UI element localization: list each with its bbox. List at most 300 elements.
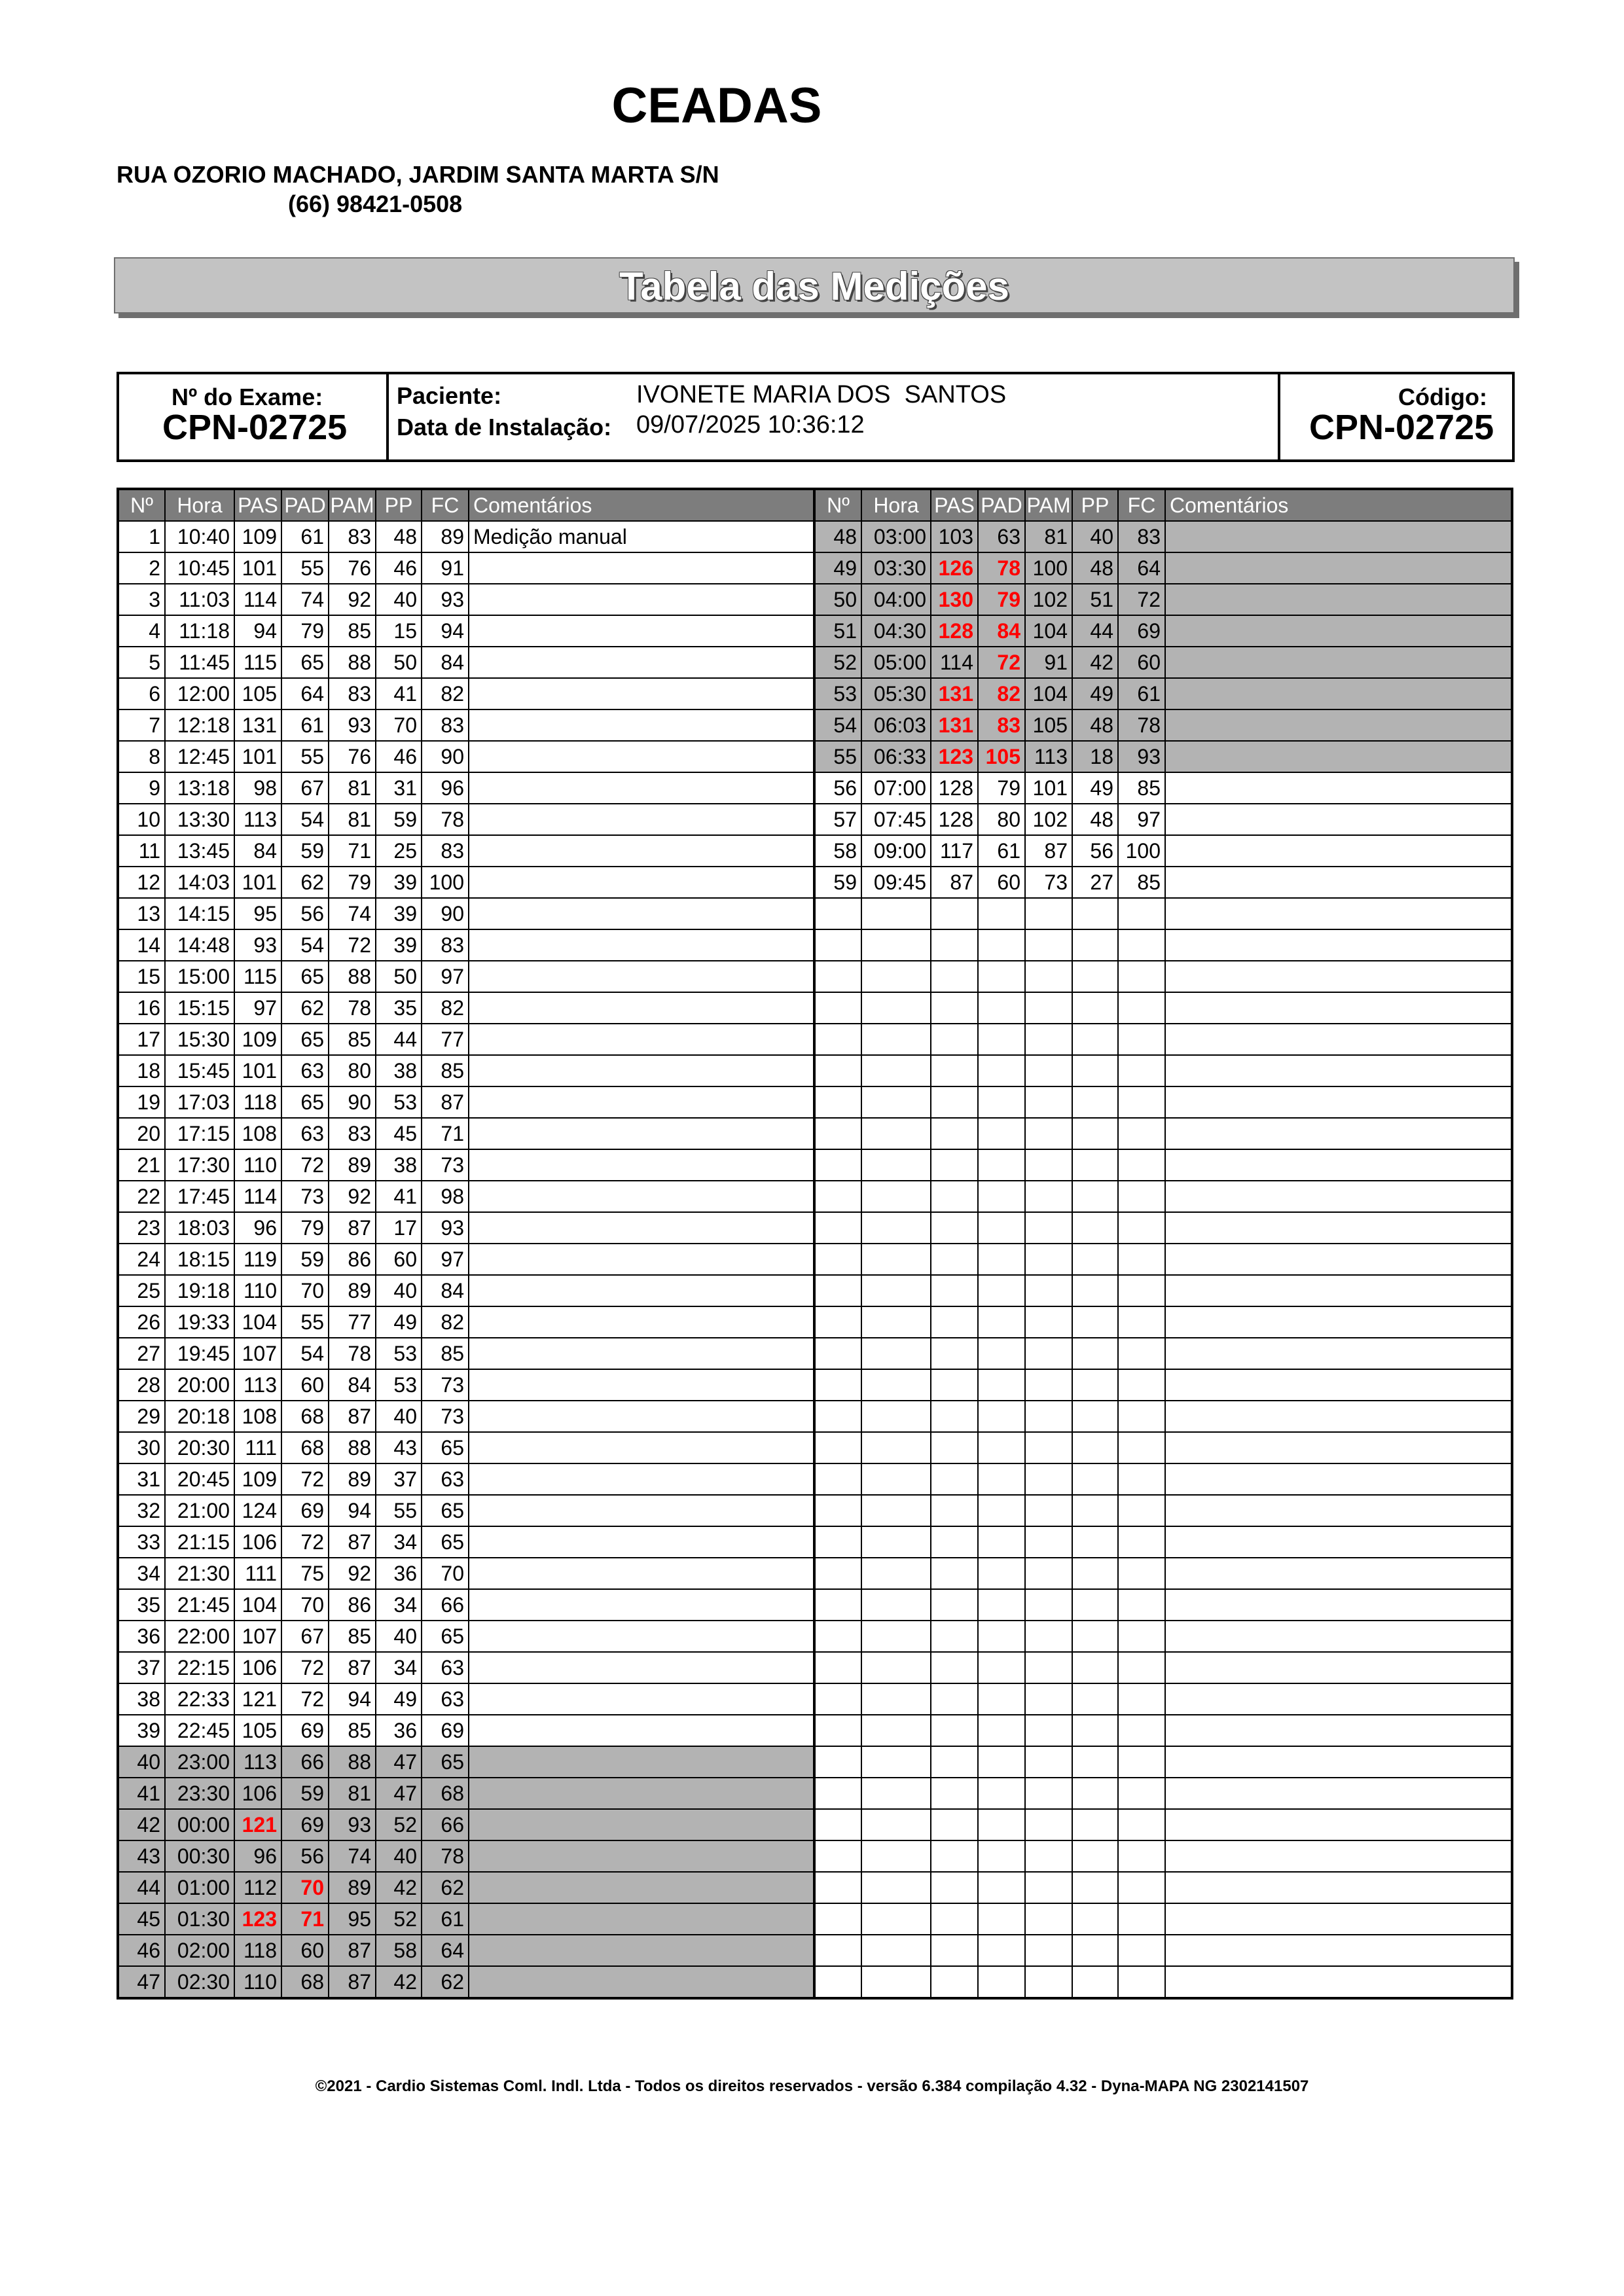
table-cell: 89	[422, 521, 469, 552]
table-cell: 63	[422, 1683, 469, 1715]
table-cell	[1025, 1149, 1072, 1181]
table-cell	[1072, 1778, 1118, 1809]
table-cell: 47	[376, 1778, 422, 1809]
table-cell	[1165, 1558, 1512, 1589]
table-cell: 15:15	[165, 992, 234, 1024]
table-cell: 87	[422, 1086, 469, 1118]
table-cell: 82	[978, 678, 1025, 709]
table-cell: 23	[118, 1212, 165, 1244]
column-header: Comentários	[469, 489, 814, 521]
table-cell	[1025, 1935, 1072, 1966]
table-cell: 86	[329, 1589, 376, 1621]
table-cell	[1118, 961, 1165, 992]
table-cell: 91	[422, 552, 469, 584]
table-cell: 66	[422, 1809, 469, 1840]
table-row	[118, 1432, 814, 1463]
table-cell	[978, 1212, 1025, 1244]
table-cell: 60	[281, 1935, 329, 1966]
table-cell	[931, 1432, 978, 1463]
table-cell: 73	[422, 1369, 469, 1401]
table-row	[118, 741, 814, 772]
table-cell	[1072, 992, 1118, 1024]
table-cell	[1025, 1558, 1072, 1589]
table-cell	[978, 1621, 1025, 1652]
table-cell: 49	[1072, 678, 1118, 709]
table-row	[118, 1149, 814, 1181]
table-row	[118, 1872, 814, 1903]
table-cell: 28	[118, 1369, 165, 1401]
table-cell: 71	[329, 835, 376, 867]
table-cell	[1072, 1118, 1118, 1149]
table-cell	[469, 678, 814, 709]
table-cell	[814, 1369, 861, 1401]
table-cell: 54	[281, 1338, 329, 1369]
table-cell: 104	[1025, 678, 1072, 709]
table-cell: 102	[1025, 584, 1072, 615]
table-cell: 44	[118, 1872, 165, 1903]
table-cell: 04:30	[861, 615, 931, 647]
table-cell	[1165, 552, 1512, 584]
table-cell	[814, 1966, 861, 1998]
table-row	[814, 615, 1512, 647]
table-cell: 101	[234, 552, 281, 584]
column-header: Nº	[814, 489, 861, 521]
table-cell	[978, 1840, 1025, 1872]
table-cell	[1025, 1275, 1072, 1306]
table-cell	[1165, 1715, 1512, 1746]
table-row	[814, 1715, 1512, 1746]
clinic-address: RUA OZORIO MACHADO, JARDIM SANTA MARTA S/N	[117, 161, 719, 188]
table-cell	[978, 1809, 1025, 1840]
table-cell: 21:45	[165, 1589, 234, 1621]
table-cell	[1165, 678, 1512, 709]
table-cell	[1165, 961, 1512, 992]
column-header: PAD	[281, 489, 329, 521]
table-row	[118, 1526, 814, 1558]
table-cell	[1025, 1055, 1072, 1086]
table-cell	[861, 1432, 931, 1463]
table-cell: 38	[376, 1149, 422, 1181]
table-cell	[469, 1338, 814, 1369]
table-cell: 38	[118, 1683, 165, 1715]
table-row	[118, 1118, 814, 1149]
table-cell: 17:45	[165, 1181, 234, 1212]
table-cell	[978, 1463, 1025, 1495]
table-cell: 50	[814, 584, 861, 615]
table-cell: 07:45	[861, 804, 931, 835]
table-cell: 36	[118, 1621, 165, 1652]
table-row	[814, 1558, 1512, 1589]
table-cell: 87	[329, 1935, 376, 1966]
table-cell: 114	[234, 584, 281, 615]
table-cell: 89	[329, 1872, 376, 1903]
table-cell	[814, 1526, 861, 1558]
table-row	[814, 898, 1512, 929]
table-row	[118, 1401, 814, 1432]
table-row	[814, 1212, 1512, 1244]
table-cell: 65	[281, 961, 329, 992]
table-cell	[814, 1024, 861, 1055]
table-cell	[861, 1118, 931, 1149]
table-cell: 54	[281, 929, 329, 961]
table-cell	[1118, 1275, 1165, 1306]
code-value: CPN-02725	[1309, 408, 1494, 447]
table-cell	[1165, 1652, 1512, 1683]
copyright-footer: ©2021 - Cardio Sistemas Coml. Indl. Ltda - Todos os direitos reservados - versão 6.384 compilação 4.32 - Dyna-MAPA NG 2302141507	[315, 2077, 1309, 2095]
table-cell	[1118, 1683, 1165, 1715]
table-cell: 100	[422, 867, 469, 898]
table-cell: 2	[118, 552, 165, 584]
table-cell: 48	[1072, 552, 1118, 584]
table-cell	[931, 1181, 978, 1212]
table-cell: 88	[329, 647, 376, 678]
table-cell	[1165, 521, 1512, 552]
table-cell: 66	[281, 1746, 329, 1778]
table-row	[814, 1935, 1512, 1966]
table-cell: 100	[1118, 835, 1165, 867]
table-cell: 61	[978, 835, 1025, 867]
table-cell: 68	[281, 1401, 329, 1432]
table-cell: 18	[118, 1055, 165, 1086]
table-cell	[931, 1715, 978, 1746]
table-cell: 93	[1118, 741, 1165, 772]
table-row	[118, 992, 814, 1024]
table-cell	[1072, 1683, 1118, 1715]
table-row	[118, 1212, 814, 1244]
table-cell	[978, 1903, 1025, 1935]
table-cell: 15	[118, 961, 165, 992]
table-cell: 96	[234, 1212, 281, 1244]
table-cell: 24	[118, 1244, 165, 1275]
table-row	[118, 1621, 814, 1652]
table-cell	[1025, 929, 1072, 961]
column-header: PP	[376, 489, 422, 521]
table-cell: 74	[329, 1840, 376, 1872]
table-cell: 65	[422, 1621, 469, 1652]
table-cell: 78	[978, 552, 1025, 584]
table-cell	[1072, 1149, 1118, 1181]
table-cell	[1025, 1526, 1072, 1558]
table-cell: 87	[329, 1526, 376, 1558]
table-cell: 76	[329, 552, 376, 584]
table-cell: 83	[329, 678, 376, 709]
table-cell	[931, 1495, 978, 1526]
table-cell: 72	[281, 1683, 329, 1715]
table-cell: 106	[234, 1652, 281, 1683]
table-cell	[469, 1652, 814, 1683]
table-cell	[861, 1621, 931, 1652]
table-cell: 39	[376, 929, 422, 961]
table-cell: 95	[329, 1903, 376, 1935]
table-cell: 80	[978, 804, 1025, 835]
table-cell: 109	[234, 521, 281, 552]
table-cell: 93	[329, 1809, 376, 1840]
table-cell: 89	[329, 1275, 376, 1306]
table-cell: 19:18	[165, 1275, 234, 1306]
table-cell	[814, 898, 861, 929]
table-cell: 110	[234, 1149, 281, 1181]
table-cell: 26	[118, 1306, 165, 1338]
table-cell	[1118, 1055, 1165, 1086]
table-cell: 46	[376, 552, 422, 584]
table-cell: 1	[118, 521, 165, 552]
table-cell	[931, 1118, 978, 1149]
column-header: PAM	[329, 489, 376, 521]
table-cell	[931, 961, 978, 992]
table-cell: 89	[329, 1463, 376, 1495]
table-cell	[861, 1275, 931, 1306]
table-cell: 103	[931, 521, 978, 552]
table-cell	[1165, 1935, 1512, 1966]
table-cell: 34	[376, 1589, 422, 1621]
table-cell: 84	[234, 835, 281, 867]
table-cell	[1165, 1118, 1512, 1149]
table-cell: 86	[329, 1244, 376, 1275]
table-row	[118, 1558, 814, 1589]
table-cell	[861, 1589, 931, 1621]
table-row	[118, 1589, 814, 1621]
table-cell	[1165, 1495, 1512, 1526]
table-cell	[1165, 1055, 1512, 1086]
table-row	[118, 647, 814, 678]
table-cell: 101	[234, 1055, 281, 1086]
table-row	[814, 552, 1512, 584]
table-cell: 70	[376, 709, 422, 741]
table-cell	[1165, 1589, 1512, 1621]
table-cell	[1118, 1086, 1165, 1118]
table-cell	[469, 1778, 814, 1809]
table-row	[814, 1244, 1512, 1275]
table-row	[814, 961, 1512, 992]
table-cell	[469, 835, 814, 867]
table-row	[118, 1495, 814, 1526]
table-cell	[814, 1118, 861, 1149]
table-cell: 63	[978, 521, 1025, 552]
table-cell	[861, 1495, 931, 1526]
table-cell	[1118, 1935, 1165, 1966]
table-cell	[1072, 1872, 1118, 1903]
table-cell	[1072, 1306, 1118, 1338]
table-cell	[931, 1966, 978, 1998]
table-cell	[1025, 961, 1072, 992]
table-cell	[861, 1872, 931, 1903]
clinic-phone: (66) 98421-0508	[288, 190, 463, 217]
table-cell: 62	[281, 867, 329, 898]
table-row	[118, 1369, 814, 1401]
column-header: Hora	[861, 489, 931, 521]
table-row	[118, 584, 814, 615]
table-cell	[931, 1746, 978, 1778]
table-cell: 97	[422, 1244, 469, 1275]
table-cell	[861, 1149, 931, 1181]
table-cell: 50	[376, 961, 422, 992]
table-cell	[1165, 1086, 1512, 1118]
table-cell: 108	[234, 1118, 281, 1149]
table-cell	[1118, 1338, 1165, 1369]
table-cell	[469, 1526, 814, 1558]
table-cell: 40	[376, 1621, 422, 1652]
table-cell: 22:00	[165, 1621, 234, 1652]
table-cell: 31	[118, 1463, 165, 1495]
table-cell: 9	[118, 772, 165, 804]
table-cell	[1118, 1621, 1165, 1652]
table-cell: 17:15	[165, 1118, 234, 1149]
table-cell	[1118, 1903, 1165, 1935]
table-cell	[1072, 1086, 1118, 1118]
table-cell: 35	[118, 1589, 165, 1621]
table-cell	[1025, 1212, 1072, 1244]
table-cell: 59	[281, 835, 329, 867]
table-row	[814, 1306, 1512, 1338]
table-cell: 101	[1025, 772, 1072, 804]
table-row	[118, 1652, 814, 1683]
table-cell: 85	[422, 1055, 469, 1086]
table-cell: 96	[422, 772, 469, 804]
table-cell	[469, 1401, 814, 1432]
table-cell: 78	[1118, 709, 1165, 741]
table-cell	[469, 552, 814, 584]
table-cell	[978, 1181, 1025, 1212]
table-cell: 50	[376, 647, 422, 678]
table-cell: 48	[1072, 804, 1118, 835]
table-cell: 21:15	[165, 1526, 234, 1558]
table-cell: 91	[1025, 647, 1072, 678]
table-cell: 131	[931, 678, 978, 709]
table-cell: 73	[1025, 867, 1072, 898]
table-row	[814, 1432, 1512, 1463]
table-row	[814, 1621, 1512, 1652]
table-cell	[978, 1275, 1025, 1306]
table-cell: 110	[234, 1275, 281, 1306]
table-cell: 128	[931, 772, 978, 804]
table-cell: 87	[329, 1401, 376, 1432]
table-cell: 48	[814, 521, 861, 552]
table-cell	[469, 804, 814, 835]
table-cell: 88	[329, 961, 376, 992]
table-cell	[931, 1589, 978, 1621]
table-cell	[469, 1683, 814, 1715]
table-cell	[814, 1935, 861, 1966]
table-cell	[861, 1778, 931, 1809]
table-cell	[814, 1683, 861, 1715]
table-cell: 65	[422, 1746, 469, 1778]
table-cell	[1165, 1338, 1512, 1369]
table-cell	[814, 1401, 861, 1432]
table-row	[118, 929, 814, 961]
table-row	[814, 1181, 1512, 1212]
table-cell: 46	[376, 741, 422, 772]
table-cell	[469, 1181, 814, 1212]
table-cell: 14:03	[165, 867, 234, 898]
table-cell: 79	[978, 584, 1025, 615]
table-cell: 40	[1072, 521, 1118, 552]
install-date-label: Data de Instalação:	[397, 414, 612, 440]
table-cell: 40	[118, 1746, 165, 1778]
table-cell: 8	[118, 741, 165, 772]
table-cell	[1072, 961, 1118, 992]
table-header-row	[118, 489, 814, 521]
table-cell	[814, 1715, 861, 1746]
table-cell: 89	[329, 1149, 376, 1181]
table-cell: 124	[234, 1495, 281, 1526]
table-cell: 44	[376, 1024, 422, 1055]
table-cell	[1025, 1244, 1072, 1275]
table-cell	[931, 1558, 978, 1589]
table-cell: 12:45	[165, 741, 234, 772]
table-cell: 43	[376, 1432, 422, 1463]
table-cell	[1165, 1809, 1512, 1840]
table-cell	[1165, 835, 1512, 867]
table-cell	[978, 1683, 1025, 1715]
table-cell: 121	[234, 1683, 281, 1715]
table-cell: 34	[118, 1558, 165, 1589]
table-cell	[978, 1526, 1025, 1558]
table-cell	[861, 1212, 931, 1244]
table-cell: 70	[281, 1275, 329, 1306]
table-cell	[978, 1149, 1025, 1181]
table-cell	[1165, 1244, 1512, 1275]
table-cell: 11:45	[165, 647, 234, 678]
table-cell: 83	[329, 1118, 376, 1149]
table-cell	[1025, 1778, 1072, 1809]
table-cell	[469, 741, 814, 772]
table-cell: 47	[376, 1746, 422, 1778]
table-cell: 81	[329, 772, 376, 804]
table-cell	[1165, 1212, 1512, 1244]
table-cell	[978, 1401, 1025, 1432]
table-row	[814, 1683, 1512, 1715]
table-cell: 85	[329, 1715, 376, 1746]
table-cell: 22:45	[165, 1715, 234, 1746]
table-cell: 20	[118, 1118, 165, 1149]
table-cell: 21:30	[165, 1558, 234, 1589]
table-cell	[469, 898, 814, 929]
table-cell: 109	[234, 1024, 281, 1055]
table-cell	[931, 1526, 978, 1558]
table-row	[814, 1872, 1512, 1903]
table-cell: 105	[234, 678, 281, 709]
table-cell	[931, 1306, 978, 1338]
table-cell: 45	[118, 1903, 165, 1935]
table-cell: 58	[376, 1935, 422, 1966]
table-cell: 22	[118, 1181, 165, 1212]
table-cell: 63	[281, 1055, 329, 1086]
table-cell	[1072, 1526, 1118, 1558]
table-cell: 71	[422, 1118, 469, 1149]
table-cell: 107	[234, 1621, 281, 1652]
table-cell	[1025, 1840, 1072, 1872]
column-header: FC	[422, 489, 469, 521]
table-cell: 97	[422, 961, 469, 992]
header-divider	[1278, 374, 1280, 459]
table-cell	[1025, 1966, 1072, 1998]
table-cell	[978, 1086, 1025, 1118]
table-cell	[1025, 1118, 1072, 1149]
table-cell	[931, 1903, 978, 1935]
table-cell	[814, 929, 861, 961]
table-cell	[469, 1149, 814, 1181]
table-cell	[861, 1024, 931, 1055]
table-cell	[469, 1840, 814, 1872]
table-cell: 10:40	[165, 521, 234, 552]
table-cell	[931, 1463, 978, 1495]
table-cell	[1025, 1809, 1072, 1840]
table-row	[118, 615, 814, 647]
table-cell: 73	[422, 1149, 469, 1181]
install-date: 09/07/2025 10:36:12	[636, 411, 865, 439]
table-cell: 32	[118, 1495, 165, 1526]
table-cell: 105	[1025, 709, 1072, 741]
